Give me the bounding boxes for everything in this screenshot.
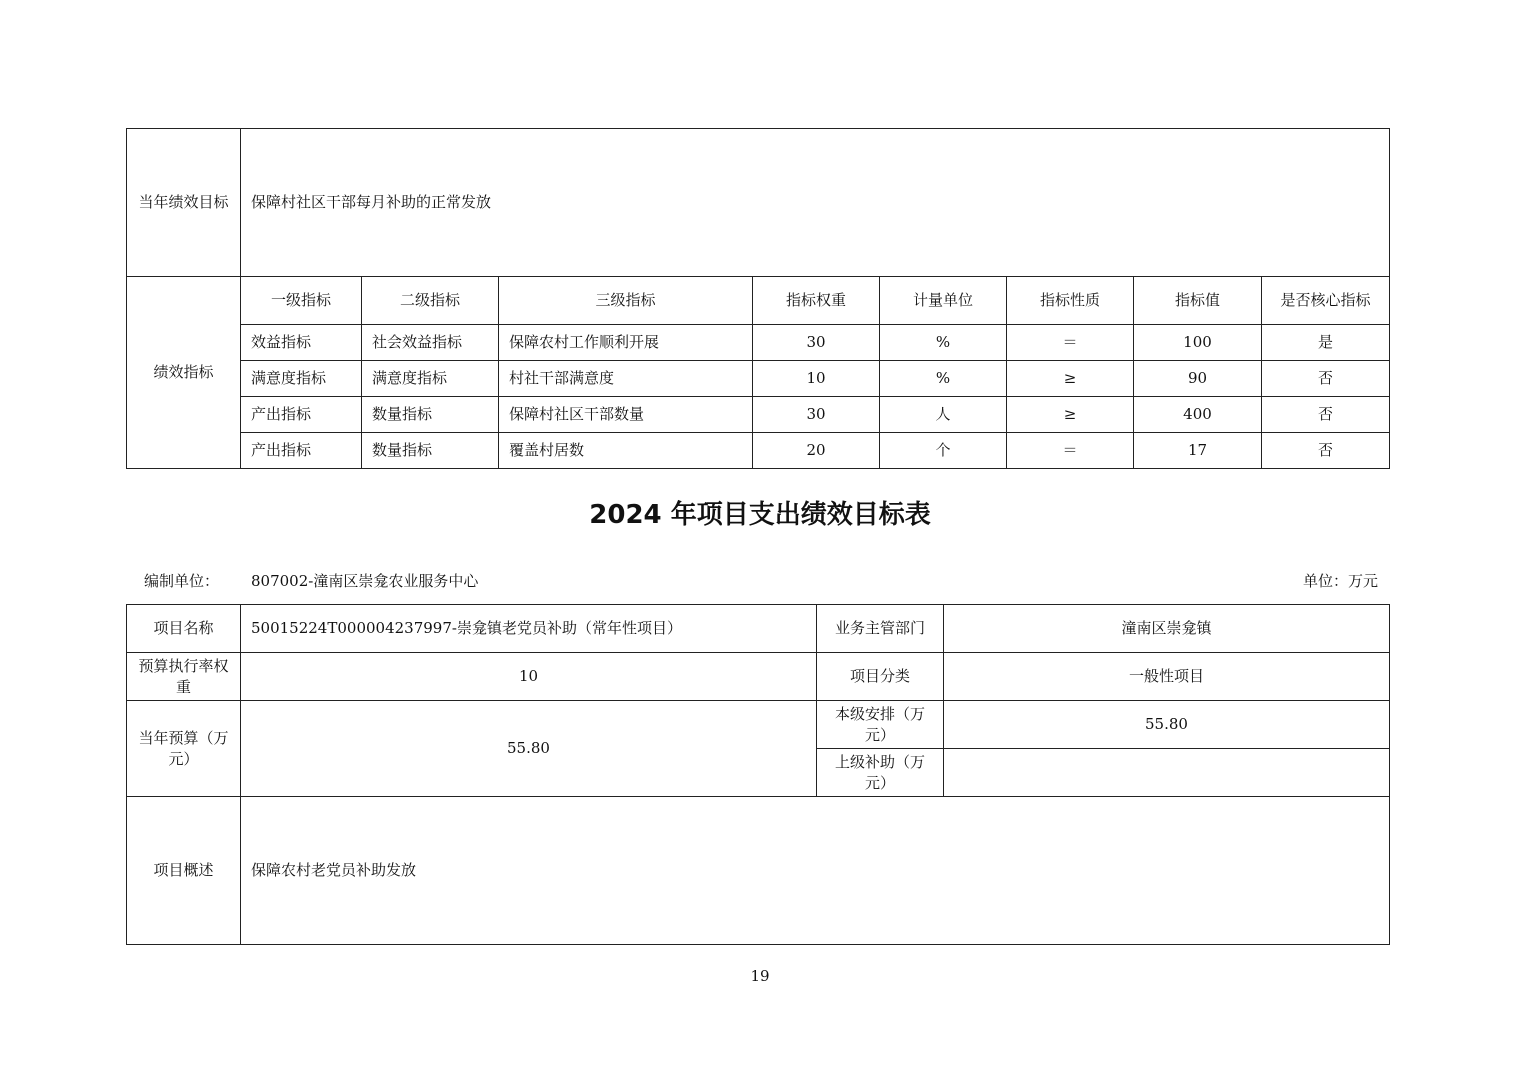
dept-value: 潼南区崇龛镇 [944,605,1390,653]
project-name: 50015224T000004237997-崇龛镇老党员补助（常年性项目） [241,605,817,653]
rate-value: 10 [241,653,817,701]
nature-cell: ＝ [1007,325,1134,361]
unit-cell: % [880,361,1007,397]
value-cell: 400 [1134,397,1262,433]
table-row [127,433,1390,469]
level2-cell: 社会效益指标 [362,325,499,361]
unit-cell: 个 [880,433,1007,469]
category-value: 一般性项目 [944,653,1390,701]
weight-cell: 20 [753,433,880,469]
header-cell: 是否核心指标 [1262,277,1390,325]
overview-label: 项目概述 [127,797,241,945]
header-cell: 指标性质 [1007,277,1134,325]
header-cell: 一级指标 [241,277,362,325]
unit-cell: 人 [880,397,1007,433]
header-cell: 指标权重 [753,277,880,325]
header-cell: 三级指标 [499,277,753,325]
level3-cell: 覆盖村居数 [499,433,753,469]
nature-cell: ＝ [1007,433,1134,469]
header-cell: 计量单位 [880,277,1007,325]
weight-cell: 10 [753,361,880,397]
indicator-header-row [127,277,1390,325]
value-cell: 90 [1134,361,1262,397]
project-info-table [126,604,1390,945]
upper-label: 上级补助（万元） [817,749,944,797]
page-number: 19 [750,967,770,985]
nature-cell: ≥ [1007,397,1134,433]
performance-goal-table [126,128,1390,469]
org-label: 编制单位： [144,572,220,590]
level1-cell: 产出指标 [241,397,362,433]
value-cell: 100 [1134,325,1262,361]
upper-value [944,749,1390,797]
nature-cell: ≥ [1007,361,1134,397]
core-cell: 是 [1262,325,1390,361]
weight-cell: 30 [753,397,880,433]
project-name-label: 项目名称 [127,605,241,653]
weight-cell: 30 [753,325,880,361]
unit-cell: % [880,325,1007,361]
table-row [127,361,1390,397]
core-cell: 否 [1262,397,1390,433]
budget-value: 55.80 [241,701,817,797]
unit-label: 单位：万元 [1302,572,1378,590]
core-cell: 否 [1262,433,1390,469]
core-cell: 否 [1262,361,1390,397]
category-label: 项目分类 [817,653,944,701]
budget-label: 当年预算（万元） [127,701,241,797]
level3-cell: 村社干部满意度 [499,361,753,397]
page-title: 2024 年项目支出绩效目标表 [589,500,931,530]
org-value: 807002-潼南区崇龛农业服务中心 [251,572,479,590]
level1-cell: 产出指标 [241,433,362,469]
level2-cell: 数量指标 [362,397,499,433]
table-row [127,397,1390,433]
dept-label: 业务主管部门 [817,605,944,653]
level1-cell: 效益指标 [241,325,362,361]
goal-label: 当年绩效目标 [127,129,241,277]
goal-text: 保障村社区干部每月补助的正常发放 [241,129,1390,277]
indicators-label: 绩效指标 [127,277,241,469]
header-cell: 指标值 [1134,277,1262,325]
level2-cell: 数量指标 [362,433,499,469]
table-row [127,325,1390,361]
rate-label: 预算执行率权重 [127,653,241,701]
level1-cell: 满意度指标 [241,361,362,397]
level2-cell: 满意度指标 [362,361,499,397]
value-cell: 17 [1134,433,1262,469]
overview-text: 保障农村老党员补助发放 [241,797,1390,945]
header-cell: 二级指标 [362,277,499,325]
level3-cell: 保障村社区干部数量 [499,397,753,433]
local-value: 55.80 [944,701,1390,749]
local-label: 本级安排（万元） [817,701,944,749]
level3-cell: 保障农村工作顺利开展 [499,325,753,361]
